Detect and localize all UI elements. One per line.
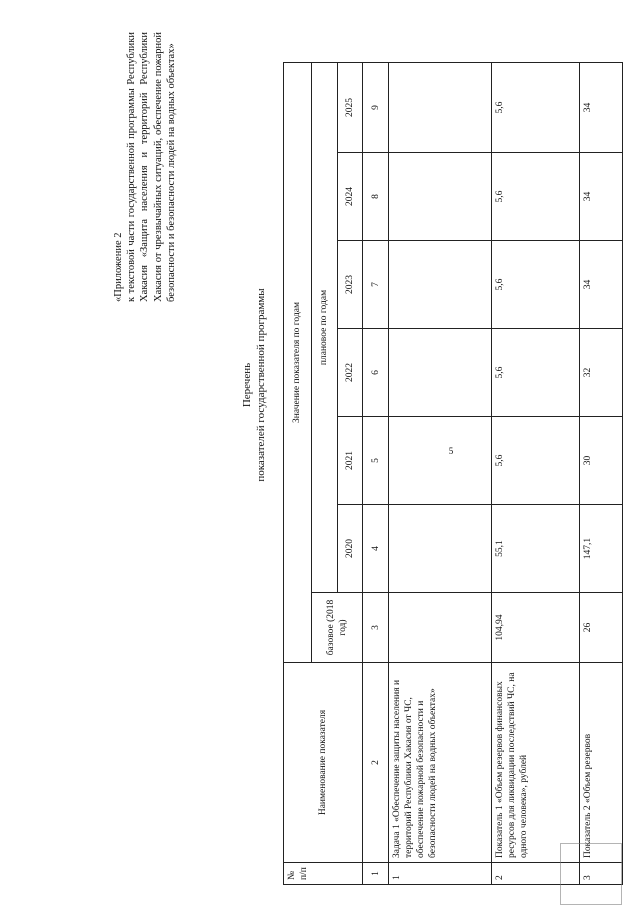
row-name: Показатель 2 «Объем резервов <box>580 663 623 863</box>
row-value: 5,6 <box>492 153 580 241</box>
row-base: 104,94 <box>492 593 580 663</box>
row-value: 5,6 <box>492 329 580 417</box>
header-num: № п/п <box>284 863 363 885</box>
row-value: 34 <box>580 62 623 152</box>
row-value: 32 <box>580 329 623 417</box>
index-cell: 5 <box>363 417 389 505</box>
row-name: Показатель 1 «Объем резервов финансовых ресурсов для ликвидации последствий ЧС, на одного человека», рублей <box>492 663 580 863</box>
row-value <box>389 153 492 241</box>
index-cell: 6 <box>363 329 389 417</box>
row-value: 5,6 <box>492 62 580 152</box>
appendix-text: к текстовой части государственной программы Республики Хакасия «Защита населения и территорий Республики Хакасия от чрезвычайных ситуаций, обеспечение пожарной безопасности и безопасности людей на водных объектах» <box>126 32 177 302</box>
indicators-table <box>283 62 623 885</box>
index-cell: 2 <box>363 663 389 863</box>
header-base: базовое (2018 год) <box>311 593 362 663</box>
table-row <box>389 62 492 884</box>
index-cell: 9 <box>363 62 389 152</box>
header-year: 2024 <box>337 153 363 241</box>
row-value: 55,1 <box>492 505 580 593</box>
row-base <box>389 593 492 663</box>
appendix-note <box>112 32 178 302</box>
row-value <box>389 241 492 329</box>
row-num: 2 <box>492 863 580 885</box>
header-year: 2020 <box>337 505 363 593</box>
header-values: Значение показателя по годам <box>284 62 312 662</box>
index-cell: 7 <box>363 241 389 329</box>
row-value: 34 <box>580 153 623 241</box>
row-num: 3 <box>580 863 623 885</box>
row-value <box>389 62 492 152</box>
index-cell: 1 <box>363 863 389 885</box>
table-row <box>492 62 580 884</box>
title-line-2: показателей государственной программы <box>255 288 267 482</box>
row-value: 147,1 <box>580 505 623 593</box>
index-row <box>363 62 389 884</box>
table-row <box>580 62 623 884</box>
title-line-1: Перечень <box>241 362 253 408</box>
document-title <box>240 215 268 555</box>
index-cell: 4 <box>363 505 389 593</box>
row-num: 1 <box>389 863 492 885</box>
row-value <box>389 505 492 593</box>
stamp-mark <box>561 844 565 904</box>
index-cell: 8 <box>363 153 389 241</box>
approval-stamp <box>560 843 622 905</box>
row-value: 5,6 <box>492 241 580 329</box>
row-value <box>389 329 492 417</box>
row-value: 34 <box>580 241 623 329</box>
page-number: 5 <box>448 445 454 456</box>
row-base: 26 <box>580 593 623 663</box>
header-year: 2023 <box>337 241 363 329</box>
row-value <box>389 417 492 505</box>
row-value: 30 <box>580 417 623 505</box>
header-planned: плановое по годам <box>311 62 337 592</box>
header-name: Наименование показателя <box>284 663 363 863</box>
header-year: 2022 <box>337 329 363 417</box>
header-year: 2025 <box>337 62 363 152</box>
appendix-title: «Приложение 2 <box>113 232 124 302</box>
header-year: 2021 <box>337 417 363 505</box>
row-value: 5,6 <box>492 417 580 505</box>
row-name: Задача 1 «Обеспечение защиты населения и территорий Республики Хакасия от ЧС, обеспечение пожарной безопасности и безопасности людей на водных объектах» <box>389 663 492 863</box>
index-cell: 3 <box>363 593 389 663</box>
